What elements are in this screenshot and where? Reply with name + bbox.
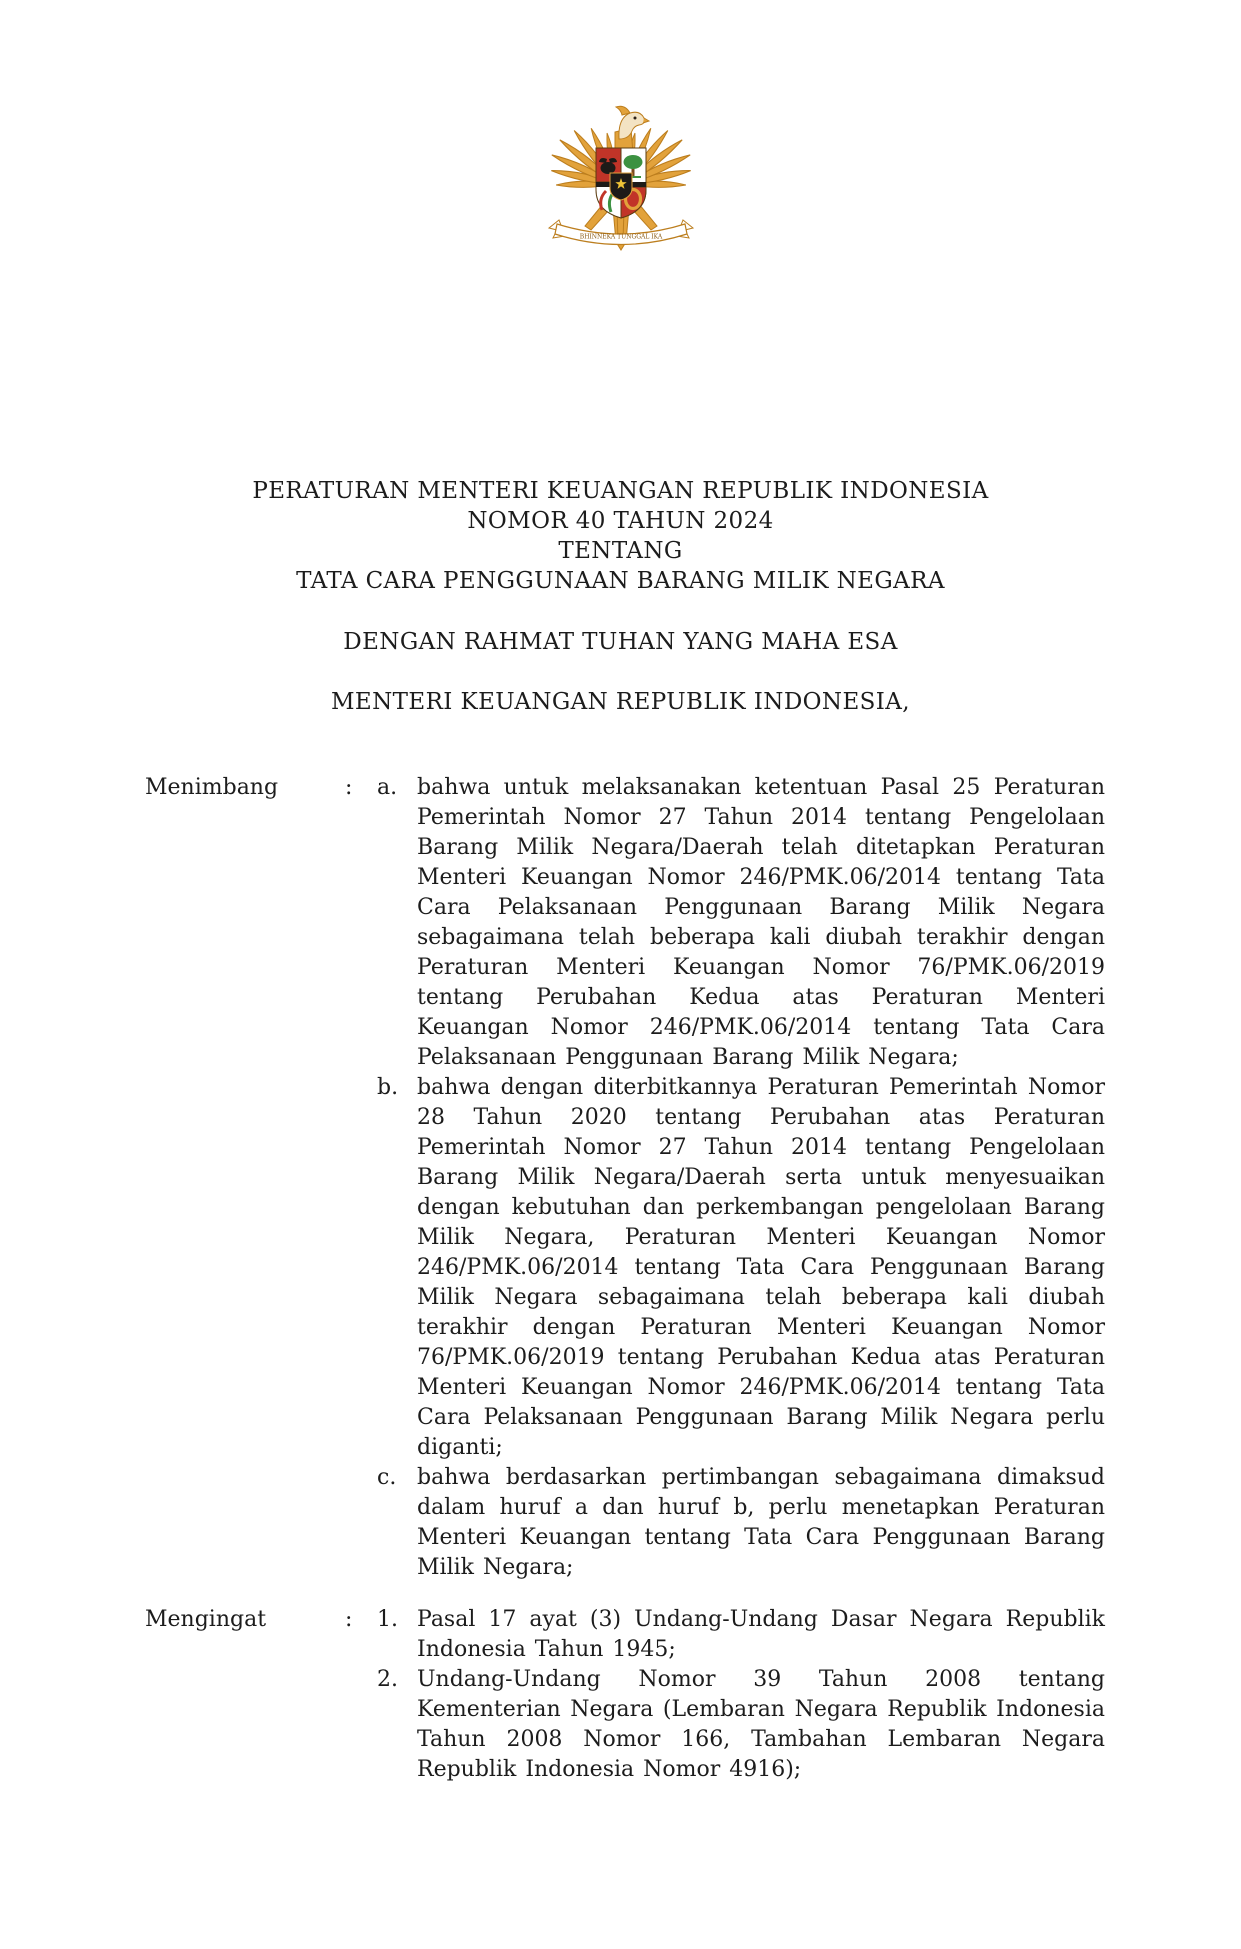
item-marker: 1. [377, 1607, 398, 1632]
item-marker: 2. [377, 1667, 398, 1692]
section-menimbang [145, 773, 1105, 1583]
section-colon: : [345, 775, 353, 800]
title-line-4: TATA CARA PENGGUNAAN BARANG MILIK NEGARA [296, 568, 945, 594]
shield-star-symbol [610, 173, 632, 200]
title-line-3: TENTANG [558, 538, 683, 564]
item-marker: c. [377, 1465, 397, 1490]
list-item [377, 1665, 1105, 1785]
emblem-ribbon-text: BHINNEKA TUNGGAL IKA [579, 233, 662, 241]
section-label: Mengingat [145, 1607, 267, 1632]
title-line-2: NOMOR 40 TAHUN 2024 [467, 508, 774, 534]
item-text: bahwa dengan diterbitkannya Peraturan Pemerintah Nomor 28 Tahun 2020 tentang Perubahan atas Peraturan Pemerintah Nomor 27 Tahun 2014 tentang Pengelolaan Barang Milik Negara/Daerah serta untuk menyesuaikan dengan kebutuhan dan perkembangan pengelolaan Barang Milik Negara, Peraturan Menteri Keuangan Nomor 246/PMK.06/2014 tentang Tata Cara Penggunaan Barang Milik Negara sebagaimana telah beberapa kali diubah terakhir dengan Peraturan Menteri Keuangan Nomor 76/PMK.06/2019 tentang Perubahan Kedua atas Peraturan Menteri Keuangan Nomor 246/PMK.06/2014 tentang Tata Cara Pelaksanaan Penggunaan Barang Milik Negara perlu diganti; [417, 1075, 1105, 1460]
list-item [377, 1463, 1105, 1583]
garuda-emblem-graphic [535, 98, 707, 258]
pancasila-shield [596, 148, 646, 218]
section-label: Menimbang [145, 775, 279, 800]
section-mengingat [145, 1605, 1105, 1785]
item-marker: b. [377, 1075, 399, 1100]
list-item [377, 773, 1105, 1073]
garuda-pancasila-emblem [535, 98, 707, 258]
title-line-1: PERATURAN MENTERI KEUANGAN REPUBLIK INDONESIA [252, 478, 989, 504]
section-colon: : [345, 1607, 353, 1632]
invocation-line: DENGAN RAHMAT TUHAN YANG MAHA ESA [343, 629, 898, 655]
item-marker: a. [377, 775, 398, 800]
document-body [145, 773, 1105, 1785]
item-text: Pasal 17 ayat (3) Undang-Undang Dasar Negara Republik Indonesia Tahun 1945; [417, 1607, 1105, 1662]
list-item [377, 1605, 1105, 1665]
garuda-head [616, 106, 649, 139]
item-text: bahwa berdasarkan pertimbangan sebagaimana dimaksud dalam huruf a dan huruf b, perlu menetapkan Peraturan Menteri Keuangan tentang Tata Cara Penggunaan Barang Milik Negara; [417, 1465, 1105, 1580]
regulation-title [0, 476, 1241, 596]
authority-line: MENTERI KEUANGAN REPUBLIK INDONESIA, [330, 689, 910, 715]
item-text: bahwa untuk melaksanakan ketentuan Pasal 25 Peraturan Pemerintah Nomor 27 Tahun 2014 tentang Pengelolaan Barang Milik Negara/Daerah telah ditetapkan Peraturan Menteri Keuangan Nomor 246/PMK.06/2014 tentang Tata Cara Pelaksanaan Penggunaan Barang Milik Negara sebagaimana telah beberapa kali diubah terakhir dengan Peraturan Menteri Keuangan Nomor 76/PMK.06/2019 tentang Perubahan Kedua atas Peraturan Menteri Keuangan Nomor 246/PMK.06/2014 tentang Tata Cara Pelaksanaan Penggunaan Barang Milik Negara; [417, 775, 1105, 1070]
item-text: Undang-Undang Nomor 39 Tahun 2008 tentang Kementerian Negara (Lembaran Negara Republik Indonesia Tahun 2008 Nomor 166, Tambahan Lembaran Negara Republik Indonesia Nomor 4916); [417, 1667, 1105, 1782]
list-item [377, 1073, 1105, 1463]
